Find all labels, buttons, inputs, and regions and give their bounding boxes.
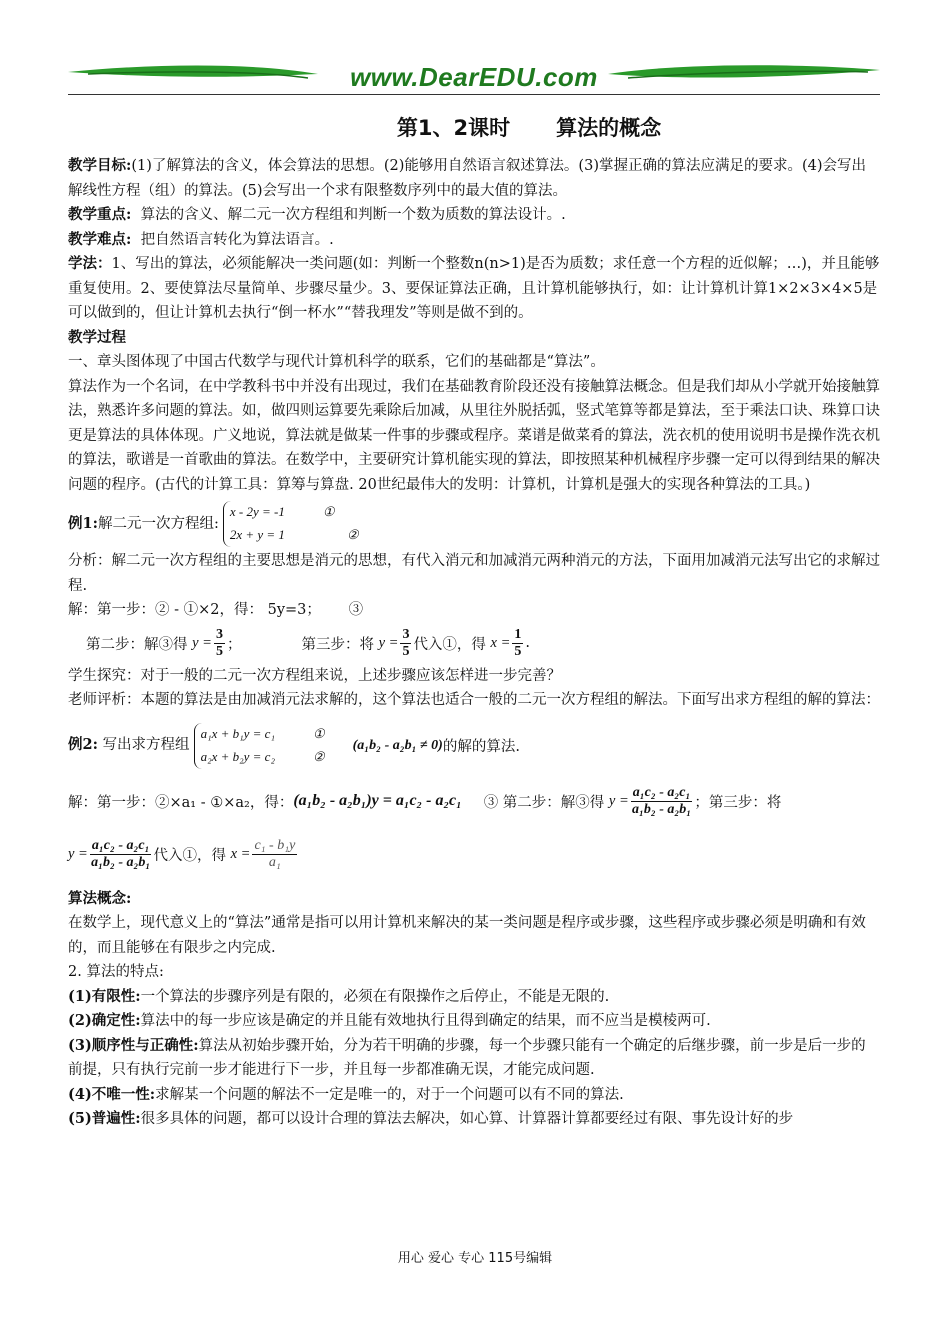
header-rule [68,94,880,95]
example1-block: 例1:解二元一次方程组: x - 2y = -1 ① 2x + y = 1 ② [68,501,880,547]
objectives: 教学目标:(1)了解算法的含义，体会算法的思想。(2)能够用自然语言叙述算法。(3)掌握正确的算法应满足的要求。(4)会写出解线性方程（组）的算法。(5)会写出一个求有限整数序列中的最大值的算法。 [68,157,867,199]
feature-3: (3)顺序性与正确性:算法从初始步骤开始，分为若干明确的步骤，每一个步骤只能有一个确定的后继步骤，前一步是后一步的前提，只有执行完前一步才能进行下一步，并且每一步都准确无误，才能完成问题. [68,1036,866,1078]
fraction: $\frac{\text{c₁ - b₁y}}{\text{a₁}}$ [254,837,296,870]
example1-analysis: 分析：解二元一次方程组的主要思想是消元的思想，有代入消元和加减消元两种消元的方法，下面用加减消元法写出它的求解过程. [68,553,880,594]
example2-block: 例2: 写出求方程组 a₁x + b₁y = c₁ ① a₂x + b₂y = c₂ ② (a₁b₂ - a₂b₁ ≠ 0) 的解的算法. [68,723,880,769]
key-points: 教学重点: 算法的含义、解二元一次方程组和判断一个数为质数的算法设计。. [68,206,566,223]
example2-step3: y = $\frac{\text{a₁c₂ - a₂c₁}}{\text{a₁b₂ - a₂b₁}}$ 代入①，得 x = $\frac{\text{c₁ - b₁y}}{\text{a₁}}$ [68,837,296,870]
process-body: 算法作为一个名词，在中学教科书中并没有出现过，我们在基础教育阶段还没有接触算法概念。但是我们却从小学就开始接触算法，熟悉许多问题的算法。如，做四则运算要先乘除后加减，从里往外脱括弧，竖式笔算等都是算法，至于乘法口诀、珠算口诀更是算法的具体体现。广义地说，算法就是做某一件事的步骤或程序。菜谱是做菜肴的算法，洗衣机的使用说明书是操作洗衣机的算法，歌谱是一首歌曲的算法。在数学中，主要研究计算机能实现的算法，即按照某种机械程序步骤一定可以得到结果的解决问题的程序。(古代的计算工具：算筹与算盘. 20世纪最伟大的发明：计算机，计算机是强大的实现各种算法的工具。) [68,378,880,493]
fraction: $\frac{3}{5}$ [215,626,223,659]
example2-step1: 解：第一步：②×a₁ - ①×a₂，得： (a₁b₂ - a₂b₁)y = a₁c₂ - a₂c₁ ③ 第二步：解③得 y = $\frac{\text{a₁c₂ - a₂c₁}}{\text{a₁b₂ - a₂b₁}}$ ；第三步：将 [68,784,782,817]
document-page [68,60,880,1132]
teacher-comment: 老师评析：本题的算法是由加减消元法求解的，这个算法也适合一般的二元一次方程组的解法。下面写出求方程组的解的算法： [68,692,880,708]
feature-5: (5)普遍性:很多具体的问题，都可以设计合理的算法去解决，如心算、计算器计算都要经过有限、事先设计好的步 [68,1110,794,1127]
example1-steps: 第二步：解③得 y = $\frac{3}{5}$ ； 第三步：将 y = $\frac{3}{5}$ 代入①，得 x = $\frac{1}{5}$ . [86,626,531,659]
equation-system-2: a₁x + b₁y = c₁ ① a₂x + b₂y = c₂ ② [194,723,325,769]
difficulties: 教学难点: 把自然语言转化为算法语言。. [68,230,334,248]
study-method: 学法：1、写出的算法，必须能解决一类问题(如：判断一个整数n(n>1)是否为质数；求任意一个方程的近似解；…)，并且能够重复使用。2、要使算法尽量简单、步骤尽量少。3、要保证算法正确，且计算机能够执行，如：让计算机计算1×2×3×4×5是可以做到的，但让计算机去执行“倒一杯水”“替我理发”等则是做不到的。 [68,255,880,321]
header-banner [68,60,880,100]
features-title: 2. 算法的特点: [68,964,164,980]
process-heading: 教学过程 [68,328,126,346]
concept-heading: 算法概念: [68,889,132,907]
example1-step1: 解：第一步：② - ①×2，得： 5y=3； ③ [68,602,364,618]
feature-1: (1)有限性:一个算法的步骤序列是有限的，必须在有限操作之后停止，不能是无限的. [68,987,610,1005]
student-explore: 学生探究：对于一般的二元一次方程组来说，上述步骤应该怎样进一步完善？ [68,667,561,684]
fraction: $\frac{\text{a₁c₂ - a₂c₁}}{\text{a₁b₂ - a₂b₁}}$ [91,837,151,870]
fraction: $\frac{\text{a₁c₂ - a₂c₁}}{\text{a₁b₂ - a₂b₁}}$ [632,784,692,817]
feature-4: (4)不唯一性:求解某一个问题的解法不一定是唯一的，对于一个问题可以有不同的算法. [68,1085,624,1103]
site-logo: www.DearEDU.com [350,62,598,92]
feature-2: (2)确定性:算法中的每一步应该是确定的并且能有效地执行且得到确定的结果，而不应当是模棱两可. [68,1012,711,1029]
process-intro: 一、章头图体现了中国古代数学与现代计算机科学的联系，它们的基础都是“算法”。 [68,354,605,370]
equation-system-1: x - 2y = -1 ① 2x + y = 1 ② [223,501,359,547]
title-lesson: 第1、2课时 [396,116,511,140]
page-title [68,112,880,142]
title-topic: 算法的概念 [556,116,662,140]
fraction: $\frac{1}{5}$ [514,626,522,659]
concept-text: 在数学上，现代意义上的“算法”通常是指可以用计算机来解决的某一类问题是程序或步骤，这些程序或步骤必须是明确和有效的，而且能够在有限步之内完成. [68,915,866,956]
page-footer: 用心 爱心 专心 115号编辑 [397,1251,553,1266]
fraction: $\frac{3}{5}$ [402,626,410,659]
